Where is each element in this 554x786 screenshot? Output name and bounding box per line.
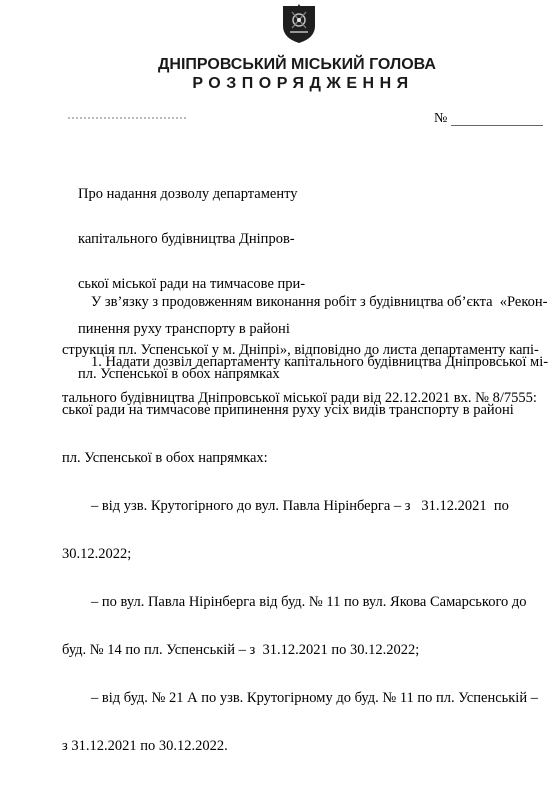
body-line: струкція пл. Успенської у м. Дніпрі», відповідно до листа департаменту капі-	[62, 342, 539, 358]
body-line: тального будівництва Дніпровської міської ради від 22.12.2021 вх. № 8/7555:	[62, 390, 537, 406]
subject-line: пл. Успенської в обох напрямках	[78, 366, 280, 382]
body-line: 1. Надати дозвіл департаменту капітального будівництва Дніпровської мі-	[62, 354, 549, 370]
coat-of-arms-icon	[279, 2, 319, 44]
body-line: з 31.12.2021 по 30.12.2022.	[62, 738, 228, 754]
subject-line: капітального будівництва Дніпров-	[78, 231, 295, 247]
item-1-paragraph	[62, 322, 548, 786]
body-line: – від буд. № 21 А по узв. Крутогірному до буд. № 11 по пл. Успенській –	[62, 690, 538, 706]
number-sign: №	[434, 111, 448, 126]
date-placeholder-line	[68, 117, 188, 119]
subject-line: Про надання дозволу департаменту	[78, 186, 298, 202]
body-line: У зв’язку з продовженням виконання робіт з будівництва об’єкта «Рекон-	[62, 294, 548, 310]
number-placeholder-line	[451, 125, 543, 126]
body-line: буд. № 14 по пл. Успенській – з 31.12.2021 по 30.12.2022;	[62, 642, 420, 658]
body-line: 30.12.2022;	[62, 546, 132, 562]
subject-line: ської міської ради на тимчасове при-	[78, 276, 306, 292]
document-type: РОЗПОРЯДЖЕННЯ	[192, 75, 414, 92]
body-line: – по вул. Павла Нірінберга від буд. № 11 по вул. Якова Самарського до	[62, 594, 527, 610]
body-line: – від узв. Крутогірного до вул. Павла Нірінберга – з 31.12.2021 по	[62, 498, 509, 514]
subject-line: пинення руху транспорту в районі	[78, 321, 290, 337]
body-line: пл. Успенської в обох напрямках:	[62, 450, 268, 466]
mayor-title: ДНІПРОВСЬКИЙ МІСЬКИЙ ГОЛОВА	[158, 56, 436, 73]
body-line: ської ради на тимчасове припинення руху усіх видів транспорту в районі	[62, 402, 514, 418]
